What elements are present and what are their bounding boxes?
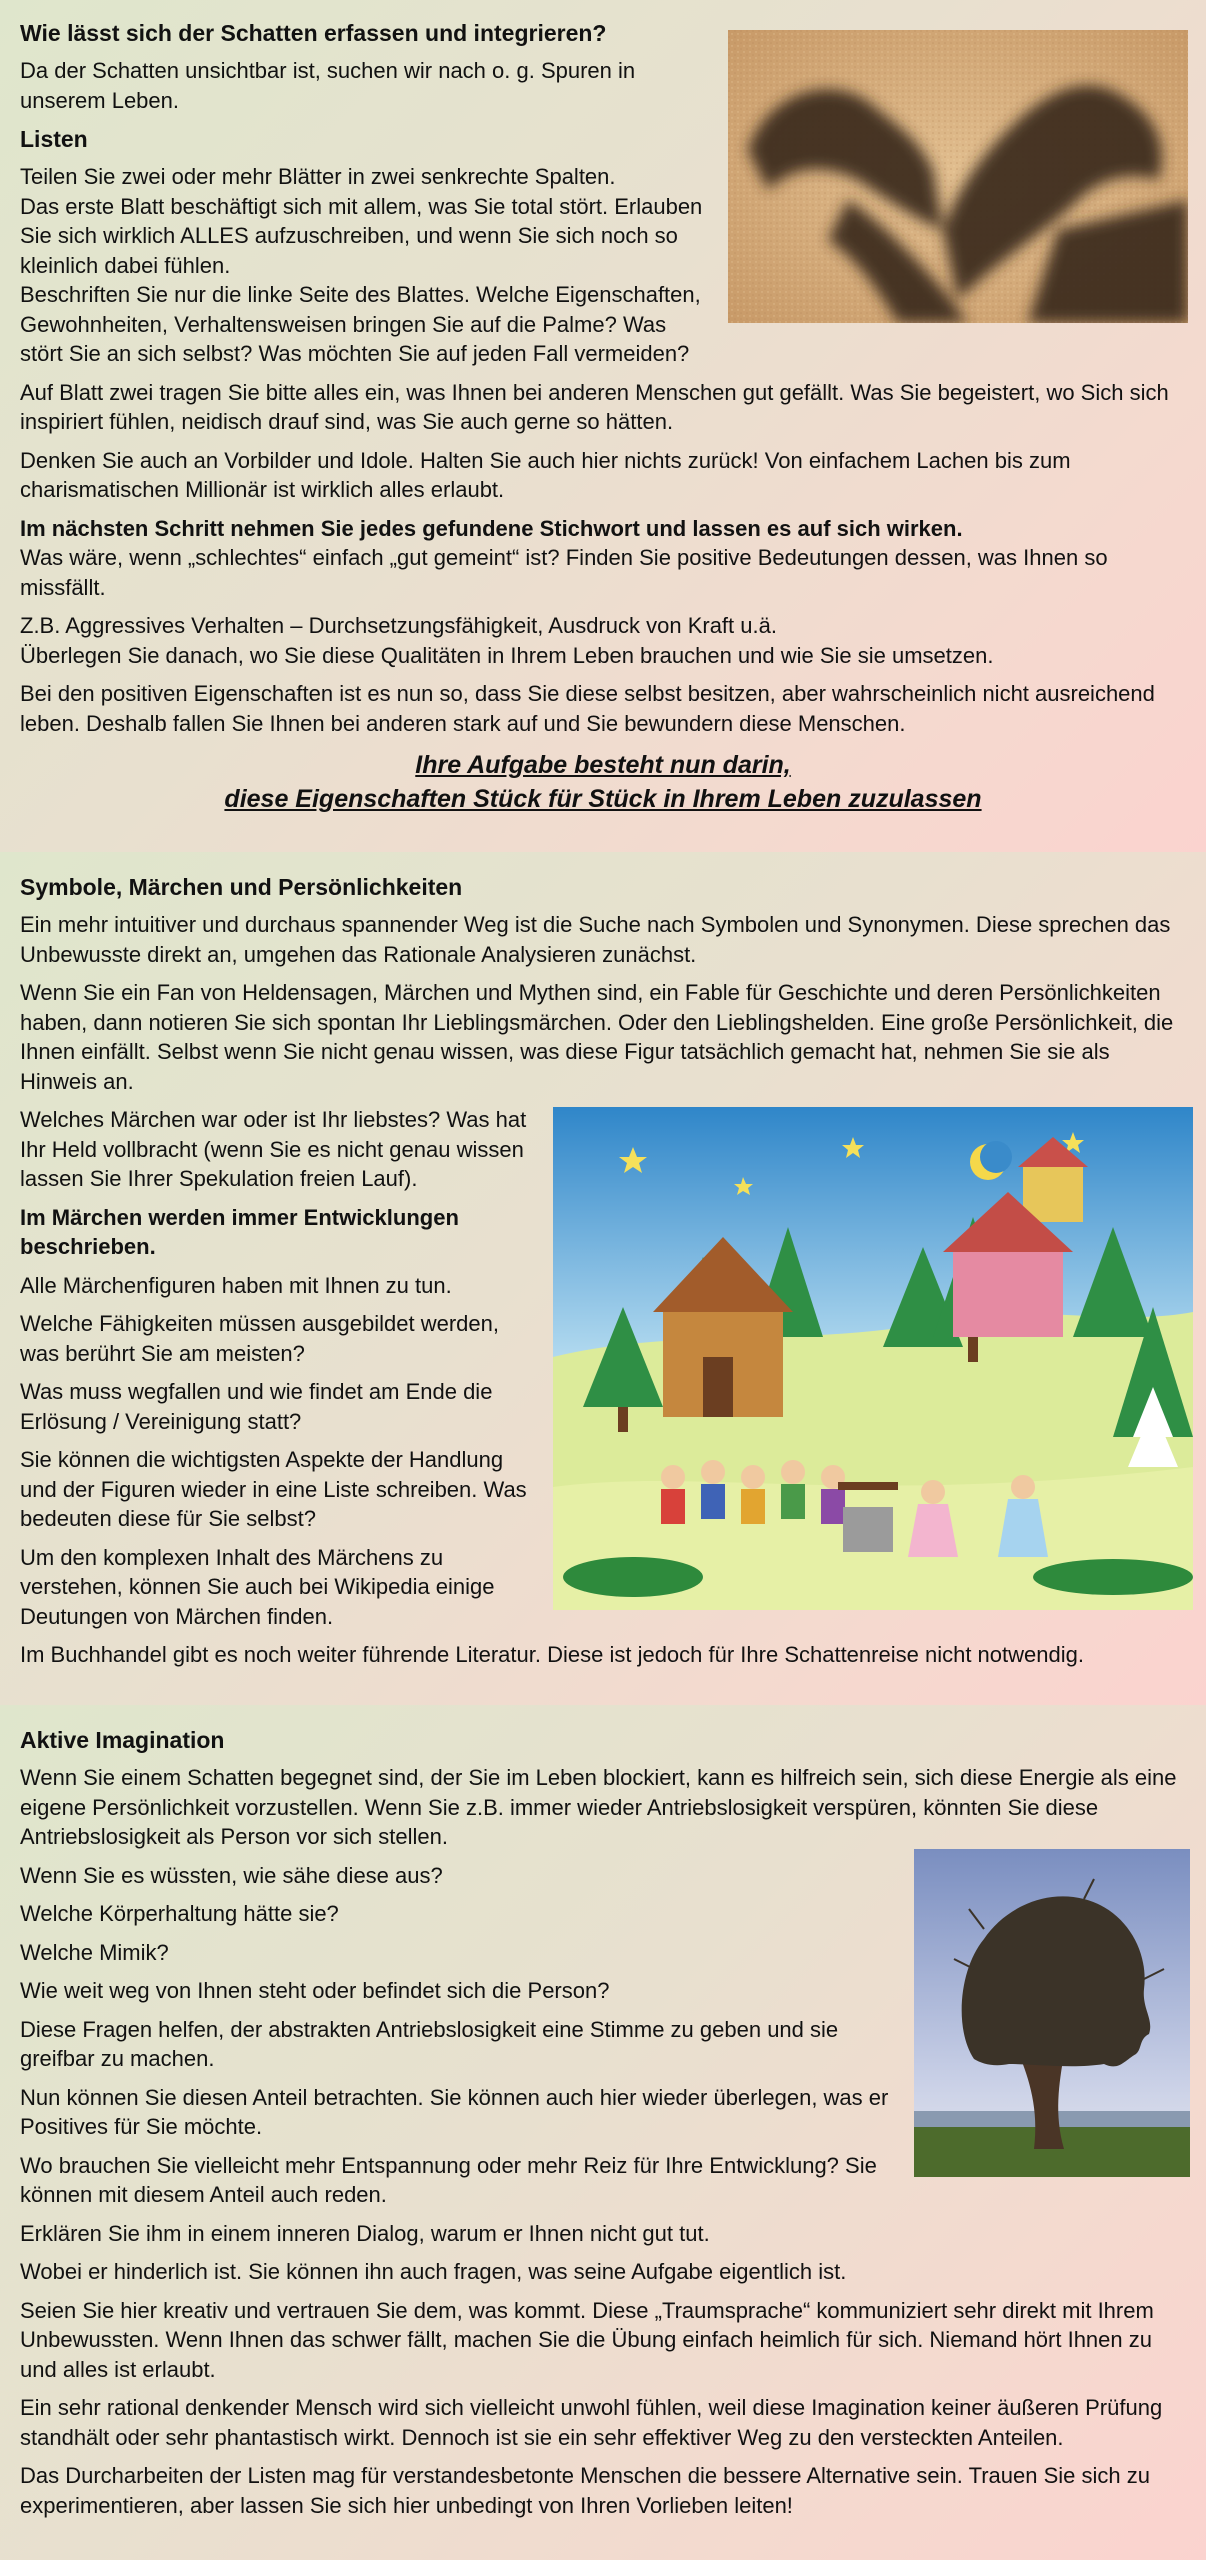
blatt-two-paragraph: Auf Blatt zwei tragen Sie bitte alles ein, was Ihnen bei anderen Menschen gut gefällt. Was Sie begeistert, wo Sich sich inspiriert fühlen, neidisch drauf sind, was Sie auch gerne so hätten.: [20, 379, 1169, 434]
explain-paragraph: Erklären Sie ihm in einem inneren Dialog, warum er Ihnen nicht gut tut.: [20, 2220, 710, 2246]
skills-question: Welche Fähigkeiten müssen ausgebildet werden, was berührt Sie am meisten?: [20, 1311, 499, 1366]
where-paragraph: Wo brauchen Sie vielleicht mehr Entspannung oder mehr Reiz für Ihre Entwicklung? Sie können mit diesem Anteil auch reden.: [20, 2152, 877, 2207]
creative-paragraph: Seien Sie hier kreativ und vertrauen Sie dem, was kommt. Diese „Traumsprache“ kommuniziert sehr direkt mit Ihrem Unbewussten. Wenn Ihnen das schwer fällt, machen Sie die Übung einfach heimlich für sich. Niemand hört Ihnen zu und alles ist erlaubt.: [20, 2297, 1154, 2382]
lists-line-2: Das erste Blatt beschäftigt sich mit allem, was Sie total stört. Erlauben Sie sich wirklich ALLES aufzuschreiben, und wenn Sie sich noch so kleinlich dabei fühlen.: [20, 193, 703, 278]
task-line-2: diese Eigenschaften Stück für Stück in Ihrem Leben zuzulassen: [224, 785, 982, 813]
fairytale-illustration: [553, 1107, 1193, 1610]
example-line: Z.B. Aggressives Verhalten – Durchsetzungsfähigkeit, Ausdruck von Kraft u.ä.: [20, 613, 777, 638]
section1-title: Wie lässt sich der Schatten erfassen und integrieren?: [20, 20, 607, 46]
lists-line-1: Teilen Sie zwei oder mehr Blätter in zwei senkrechte Spalten.: [20, 164, 616, 189]
lists-alternative-paragraph: Das Durcharbeiten der Listen mag für verstandesbetonte Menschen die bessere Alternative sein. Trauen Sie sich zu experimentieren, aber lassen Sie sich hier unbedingt von Ihren Vorlieben leiten!: [20, 2463, 1150, 2518]
next-step-text: Was wäre, wenn „schlechtes“ einfach „gut gemeint“ ist? Finden Sie positive Bedeutungen dessen, was Ihnen so missfällt.: [20, 545, 1108, 600]
question-mimic: Welche Mimik?: [20, 1939, 169, 1965]
look-paragraph: Nun können Sie diesen Anteil betrachten. Sie können auch hier wieder überlegen, was er Positives für Sie möchte.: [20, 2084, 889, 2139]
section-fairytales: [0, 852, 1206, 1705]
hinder-paragraph: Wobei er hinderlich ist. Sie können ihn auch fragen, was seine Aufgabe eigentlich ist.: [20, 2259, 847, 2284]
section-active-imagination: [0, 1705, 1206, 2560]
lists-heading: Listen: [20, 126, 88, 152]
task-statement: [20, 748, 1186, 816]
figures-line: Alle Märchenfiguren haben mit Ihnen zu tun.: [20, 1272, 452, 1298]
lists-line-3: Beschriften Sie nur die linke Seite des Blattes. Welche Eigenschaften, Gewohnheiten, Verhaltensweisen bringen Sie auf die Palme? Was stört Sie an sich selbst? Was möchten Sie auf jeden Fall vermeiden?: [20, 282, 701, 366]
rational-paragraph: Ein sehr rational denkender Mensch wird sich vielleicht unwohl fühlen, weil diese Imagination keiner äußeren Prüfung standhält oder sehr phantastisch wirkt. Dennoch ist sie ein sehr effektiver Weg zu den versteckten Anteilen.: [20, 2395, 1163, 2450]
list-question: Sie können die wichtigsten Aspekte der Handlung und der Figuren wieder in eine Liste schreiben. Was bedeuten diese für Sie selbst?: [20, 1447, 527, 1531]
section1-intro: Da der Schatten unsichtbar ist, suchen wir nach o. g. Spuren in unserem Leben.: [20, 58, 636, 113]
next-step-paragraph: [20, 514, 1186, 603]
question-appearance: Wenn Sie es wüssten, wie sähe diese aus?: [20, 1862, 443, 1888]
imagination-intro: Wenn Sie einem Schatten begegnet sind, der Sie im Leben blockiert, kann es hilfreich sein, sich diese Energie als eine eigene Persönlichkeit vorzustellen. Wenn Sie z.B. immer wieder Antriebslosigkeit verspüren, könnten Sie diese Antriebslosigkeit als Person vor sich stellen.: [20, 1765, 1177, 1849]
section-shadow-capture: [0, 0, 1206, 852]
section2-title: Symbole, Märchen und Persönlichkeiten: [20, 874, 463, 900]
heart-shadow-image: [728, 30, 1188, 323]
symbols-paragraph: Ein mehr intuitiver und durchaus spannender Weg ist die Suche nach Symbolen und Synonymen. Diese sprechen das Unbewusste direkt an, umgehen das Rationale Analysieren zunächst.: [20, 912, 1171, 967]
question-distance: Wie weit weg von Ihnen steht oder befindet sich die Person?: [20, 1978, 610, 2003]
heroes-paragraph: Wenn Sie ein Fan von Heldensagen, Märchen und Mythen sind, ein Fable für Geschichte und deren Persönlichkeiten haben, dann notieren Sie sich spontan Ihr Lieblingsmärchen. Oder den Lieblingshelden. Eine große Persönlichkeit, die Ihnen einfällt. Selbst wenn Sie nicht genau wissen, was diese Figur tatsächlich gemacht hat, nehmen Sie sie als Hinweis an.: [20, 980, 1174, 1094]
wikipedia-hint: Um den komplexen Inhalt des Märchens zu verstehen, können Sie auch bei Wikipedia einige Deutungen von Märchen finden.: [20, 1544, 495, 1629]
voice-paragraph: Diese Fragen helfen, der abstrakten Antriebslosigkeit eine Stimme zu geben und sie greifbar zu machen.: [20, 2016, 839, 2071]
next-step-bold: Im nächsten Schritt nehmen Sie jedes gefundene Stichwort und lassen es auf sich wirken.: [20, 515, 963, 541]
task-line-1: Ihre Aufgabe besteht nun darin,: [415, 751, 791, 779]
question-posture: Welche Körperhaltung hätte sie?: [20, 1901, 339, 1926]
literature-closing: Im Buchhandel gibt es noch weiter führende Literatur. Diese ist jedoch für Ihre Schattenreise nicht notwendig.: [20, 1642, 1084, 1667]
ending-question: Was muss wegfallen und wie findet am Ende die Erlösung / Vereinigung statt?: [20, 1379, 493, 1434]
example-paragraph: [20, 611, 1186, 670]
section3-title: Aktive Imagination: [20, 1727, 225, 1753]
tree-head-image: [914, 1849, 1190, 2177]
favorite-tale-question: Welches Märchen war oder ist Ihr liebstes? Was hat Ihr Held vollbracht (wenn Sie es nicht genau wissen lassen Sie Ihrer Spekulation freien Lauf).: [20, 1107, 527, 1191]
development-bold: Im Märchen werden immer Entwicklungen beschrieben.: [20, 1204, 459, 1259]
idols-paragraph: Denken Sie auch an Vorbilder und Idole. Halten Sie auch hier nichts zurück! Von einfachem Lachen bis zum charismatischen Millionär ist wirklich alles erlaubt.: [20, 447, 1071, 502]
positive-traits-paragraph: Bei den positiven Eigenschaften ist es nun so, dass Sie diese selbst besitzen, aber wahrscheinlich nicht ausreichend leben. Deshalb fallen Sie Ihnen bei anderen stark auf und Sie bewundern diese Menschen.: [20, 681, 1155, 736]
consider-line: Überlegen Sie danach, wo Sie diese Qualitäten in Ihrem Leben brauchen und wie Sie sie umsetzen.: [20, 642, 994, 668]
